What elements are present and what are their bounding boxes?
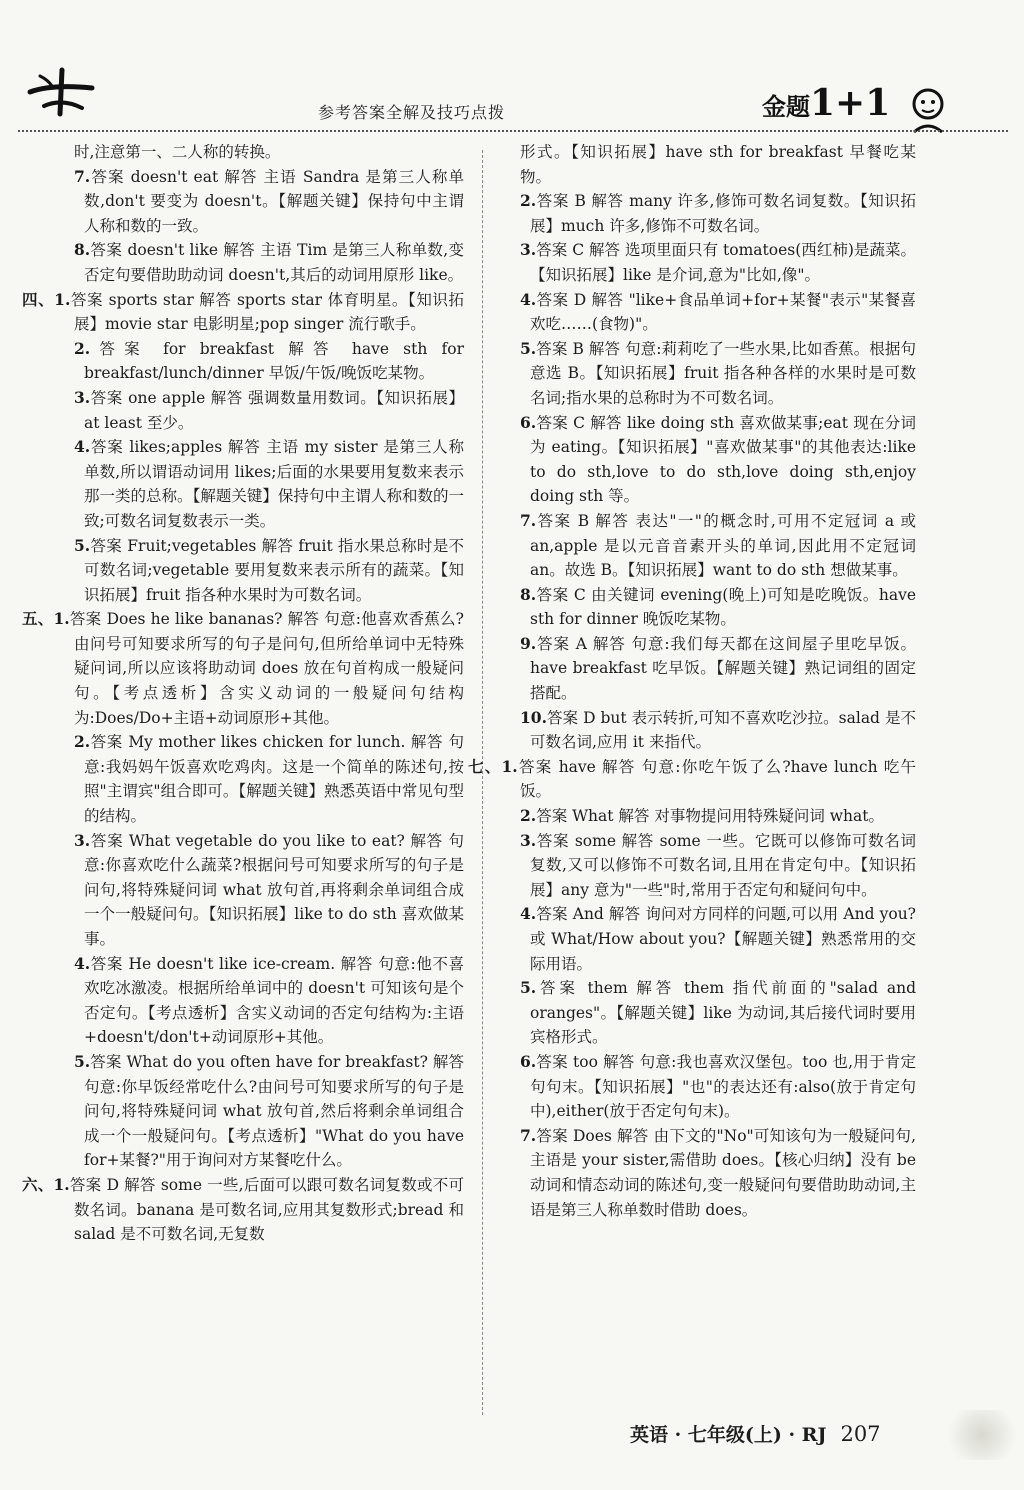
answer-item: [74, 829, 464, 952]
answer-item: [74, 238, 464, 287]
item-text: 答案 likes;apples 解答 主语 my sister 是第三人称单数,所以谓语动词用 likes;后面的水果要用复数来表示那一类的总称。【解题关键】保持句中主谓人称和数的一致;可数名词复数表示一类。: [84, 438, 464, 530]
item-number: 7.: [520, 510, 537, 530]
item-number: 6.: [520, 1051, 537, 1071]
answer-item: [74, 386, 464, 435]
answer-item: [520, 804, 916, 829]
item-text: 答案 B 解答 many 许多,修饰可数名词复数。【知识拓展】much 许多,修饰不可数名词。: [530, 192, 916, 235]
right-column: [468, 140, 917, 1222]
item-text: 答案 Does he like bananas? 解答 句意:他喜欢香蕉么?由问号可知要求所写的句子是问句,但所给单词中无特殊疑问词,所以应该将助动词 does 放在句首构成一般疑问句。【考点透析】含实义动词的一般疑问句结构为:Does/Do+主语+动词原形+其他。: [69, 610, 464, 727]
item-number: 2.: [520, 806, 537, 826]
item-number: 10.: [520, 707, 547, 727]
page-footer: [630, 1420, 930, 1460]
item-text: 答案 B 解答 句意:莉莉吃了一些水果,比如香蕉。根据句意选 B。【知识拓展】fruit 指各种各样的水果时是可数名词;指水果的总称时为不可数名词。: [530, 339, 916, 407]
brand-number: 1+1: [810, 82, 891, 124]
item-text: 答案 them 解答 them 指代前面的"salad and oranges"。【解题关键】like 为动词,其后接代词时要用宾格形式。: [530, 979, 916, 1047]
answer-item: [520, 583, 916, 632]
answer-item: [520, 1124, 916, 1222]
answer-item: [520, 632, 916, 706]
item-number: 6.: [520, 412, 537, 432]
answer-item: [520, 902, 916, 976]
item-text: 答案 for breakfast 解答 have sth for breakfast/lunch/dinner 早饭/午饭/晚饭吃某物。: [84, 339, 464, 383]
section-number: 六、1.: [22, 1174, 70, 1194]
item-number: 5.: [520, 978, 537, 998]
item-text: 答案 C 解答 选项里面只有 tomatoes(西红柿)是蔬菜。【知识拓展】like 是介词,意为"比如,像"。: [530, 241, 916, 284]
item-text: 答案 Does 解答 由下文的"No"可知该句为一般疑问句,主语是 your sister,需借助 does。【核心归纳】没有 be 动词和情态动词的陈述句,变一般疑问句要借助助动词,主语是第三人称单数时借助 does。: [530, 1126, 916, 1219]
item-text: 答案 D but 表示转折,可知不喜欢吃沙拉。salad 是不可数名词,应用 it 来指代。: [530, 708, 916, 752]
item-text: 答案 sports star 解答 sports star 体育明星。【知识拓展】movie star 电影明星;pop singer 流行歌手。: [70, 290, 464, 334]
answer-item: [520, 706, 916, 755]
item-text: 答案 some 解答 some 一些。它既可以修饰可数名词复数,又可以修饰不可数名词,且用在肯定句中。【知识拓展】any 意为"一些"时,常用于否定句和疑问句中。: [530, 831, 916, 899]
answer-item: [520, 1050, 916, 1124]
item-number: 4.: [74, 953, 91, 973]
answer-item: [520, 976, 916, 1050]
answer-columns: [0, 140, 1024, 1420]
item-text: 形式。【知识拓展】have sth for breakfast 早餐吃某物。: [520, 143, 916, 186]
answer-item: [520, 337, 916, 411]
answer-item: [74, 165, 464, 239]
answer-item: [74, 1050, 464, 1173]
item-number: 3.: [74, 387, 91, 407]
item-text: 答案 Fruit;vegetables 解答 fruit 指水果总称时是不可数名词;vegetable 要用复数来表示所有的蔬菜。【知识拓展】fruit 指各种水果时为可数名词。: [84, 536, 464, 604]
item-number: 2.: [74, 338, 91, 358]
item-number: 7.: [520, 1125, 537, 1145]
item-number: 4.: [74, 437, 91, 457]
answer-item: [520, 140, 916, 189]
corner-smudge: [940, 1410, 1024, 1460]
item-text: 答案 too 解答 句意:我也喜欢汉堡包。too 也,用于肯定句句末。【知识拓展】"也"的表达还有:also(放于肯定句中),either(放于否定句句末)。: [530, 1052, 916, 1121]
answer-item: [74, 952, 464, 1050]
item-text: 时,注意第一、二人称的转换。: [74, 143, 281, 161]
answer-item: [520, 829, 916, 903]
answer-item: [74, 337, 464, 386]
footer-subject: 英语 · 七年级(上) · RJ: [630, 1424, 827, 1446]
item-text: 答案 And 解答 询问对方同样的问题,可以用 And you? 或 What/How about you?【解题关键】熟悉常用的交际用语。: [530, 905, 916, 973]
item-text: 答案 D 解答 some 一些,后面可以跟可数名词复数或不可数名词。banana 是可数名词,应用其复数形式;bread 和 salad 是不可数名词,无复数: [69, 1175, 464, 1244]
answer-item: [74, 730, 464, 828]
answer-item: [22, 607, 464, 730]
answer-item: [74, 534, 464, 608]
item-text: 答案 C 由关键词 evening(晚上)可知是吃晚饭。have sth for dinner 晚饭吃某物。: [530, 585, 916, 629]
answer-item: [520, 288, 916, 337]
answer-item: [520, 189, 916, 238]
item-number: 3.: [74, 830, 91, 850]
section-number: 七、1.: [468, 756, 518, 776]
answer-item: [22, 1173, 464, 1247]
item-number: 3.: [520, 240, 537, 260]
item-text: 答案 doesn't like 解答 主语 Tim 是第三人称单数,变否定句要借助助动词 doesn't,其后的动词用原形 like。: [84, 241, 464, 284]
item-text: 答案 have 解答 句意:你吃午饭了么?have lunch 吃午饭。: [517, 757, 917, 801]
item-number: 8.: [74, 240, 91, 260]
answer-item: [520, 509, 916, 583]
item-number: 4.: [520, 904, 537, 924]
item-number: 4.: [520, 289, 537, 309]
answer-item: [74, 435, 464, 533]
answer-item: [468, 755, 917, 804]
section-number: 四、1.: [22, 289, 71, 309]
brand-title: [762, 82, 890, 124]
answer-item: [74, 140, 464, 165]
calligraphy-logo-icon: [22, 62, 102, 122]
item-number: 5.: [520, 338, 537, 358]
item-number: 3.: [520, 830, 537, 850]
left-column: [22, 140, 464, 1247]
item-number: 5.: [74, 535, 91, 555]
header-subtitle: 参考答案全解及技巧点拨: [318, 103, 506, 122]
item-text: 答案 doesn't eat 解答 主语 Sandra 是第三人称单数,don't 要变为 doesn't。【解题关键】保持句中主谓人称和数的一致。: [84, 167, 464, 235]
item-text: 答案 A 解答 句意:我们每天都在这间屋子里吃早饭。have breakfast 吃早饭。【解题关键】熟记词组的固定搭配。: [530, 634, 916, 703]
item-number: 8.: [520, 584, 537, 604]
item-number: 5.: [74, 1051, 91, 1071]
item-text: 答案 He doesn't like ice-cream. 解答 句意:他不喜欢吃冰激凌。根据所给单词中的 doesn't 可知该句是个否定句。【考点透析】含实义动词的否定句结构为:主语+doesn't/don't+动词原形+其他。: [84, 954, 464, 1047]
header-rule: [18, 130, 1008, 132]
answer-item: [520, 238, 916, 287]
page-number: 207: [840, 1422, 881, 1446]
item-text: 答案 What 解答 对事物提问用特殊疑问词 what。: [536, 807, 885, 826]
brand-text: 金题: [762, 93, 810, 121]
item-text: 答案 one apple 解答 强调数量用数词。【知识拓展】at least 至少。: [84, 388, 464, 432]
mascot-icon: [900, 80, 956, 136]
item-number: 2.: [520, 191, 537, 211]
item-text: 答案 What do you often have for breakfast? 解答 句意:你早饭经常吃什么?由问号可知要求所写的句子是问句,将特殊疑问词 what 放句首,然后将剩余单词组合成一个一般疑问句。【考点透析】"What do you have for+某餐?"用于询问对方某餐吃什么。: [84, 1052, 464, 1170]
item-number: 9.: [520, 633, 537, 653]
page-header: [0, 0, 1024, 140]
item-number: 2.: [74, 732, 91, 752]
item-number: 7.: [74, 166, 91, 186]
answer-item: [22, 288, 464, 337]
section-number: 五、1.: [22, 609, 70, 629]
answer-item: [520, 411, 916, 509]
item-text: 答案 My mother likes chicken for lunch. 解答 句意:我妈妈午饭喜欢吃鸡肉。这是一个简单的陈述句,按照"主谓宾"组合即可。【解题关键】熟悉英语中常见句型的结构。: [84, 733, 464, 826]
item-text: 答案 What vegetable do you like to eat? 解答 句意:你喜欢吃什么蔬菜?根据问号可知要求所写的句子是问句,将特殊疑问词 what 放句首,再将剩余单词组合成一个一般疑问句。【知识拓展】like to do sth 喜欢做某事。: [84, 831, 464, 948]
item-text: 答案 B 解答 表达"一"的概念时,可用不定冠词 a 或 an,apple 是以元音音素开头的单词,因此用不定冠词 an。故选 B。【知识拓展】want to do sth 想做某事。: [530, 511, 916, 580]
item-text: 答案 C 解答 like doing sth 喜欢做某事;eat 现在分词为 eating。【知识拓展】"喜欢做某事"的其他表达:like to do sth,love to do sth,love doing sth,enjoy doing sth 等。: [530, 413, 916, 506]
item-text: 答案 D 解答 "like+食品单词+for+某餐"表示"某餐喜欢吃……(食物)"。: [530, 290, 916, 334]
